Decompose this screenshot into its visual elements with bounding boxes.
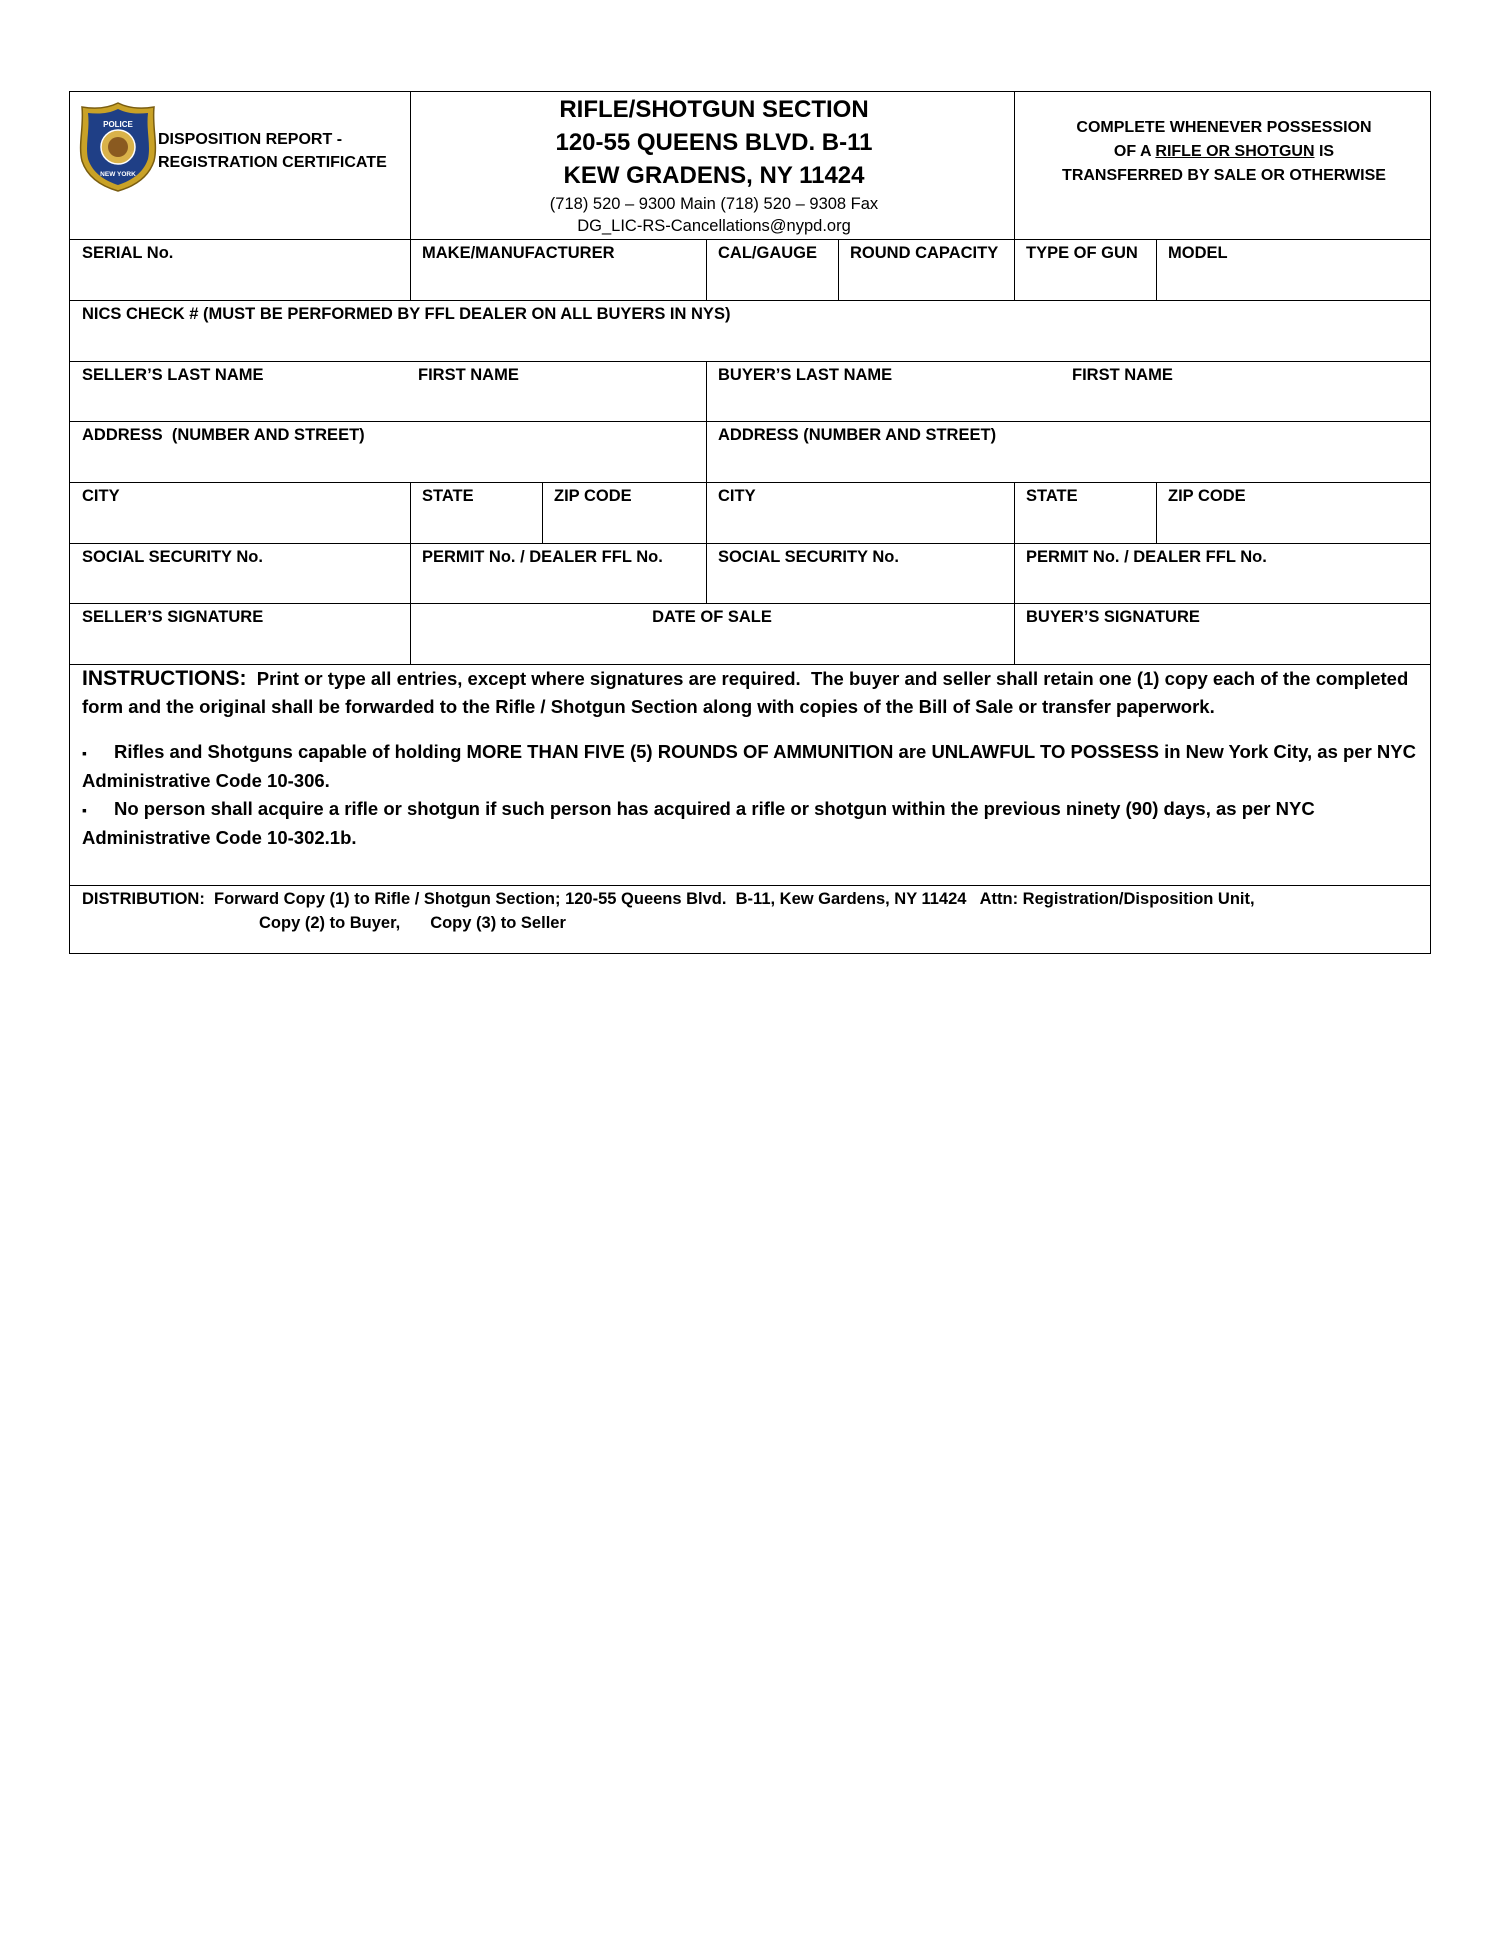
instructions-body: Print or type all entries, except where signatures are required. The buyer and seller shall retain one (1) copy each of the completed form and the original shall be forwarded to the Rifle / Shotgun Section along with copies of the Bill of Sale or transfer paperwork.	[82, 668, 1414, 717]
distribution-copy-buyer: Copy (2) to Buyer,	[259, 914, 401, 932]
form-title-line1: DISPOSITION REPORT -	[158, 131, 343, 148]
cal-gauge-field[interactable]: CAL/GAUGE	[718, 244, 817, 262]
round-capacity-field[interactable]: ROUND CAPACITY	[850, 244, 999, 262]
rule-v	[706, 543, 707, 603]
notice-line3: TRANSFERRED BY SALE OR OTHERWISE	[1062, 167, 1386, 184]
rule-v	[706, 361, 707, 482]
transfer-notice	[1016, 116, 1432, 188]
seller-last-name-field[interactable]: SELLER’S LAST NAME	[82, 366, 264, 384]
rule-instructions-bottom	[70, 885, 1430, 886]
bullet-2-text: No person shall acquire a rifle or shotgun if such person has acquired a rifle or shotgun within the previous ninety (90) days, as per NYC Administrative Code 10-302.1b.	[82, 798, 1315, 848]
make-manufacturer-field[interactable]: MAKE/MANUFACTURER	[422, 244, 615, 262]
buyer-permit-field[interactable]: PERMIT No. / DEALER FFL No.	[1026, 548, 1267, 566]
type-of-gun-field[interactable]: TYPE OF GUN	[1026, 244, 1138, 262]
rule-row1-bottom	[70, 300, 1430, 301]
rule-v-header-1	[410, 92, 411, 239]
date-of-sale-field[interactable]: DATE OF SALE	[652, 608, 772, 626]
seller-zip-field[interactable]: ZIP CODE	[554, 487, 632, 505]
rule-row4-bottom	[70, 482, 1430, 483]
seller-address-field[interactable]: ADDRESS (NUMBER AND STREET)	[82, 426, 365, 444]
buyer-signature-field[interactable]: BUYER’S SIGNATURE	[1026, 608, 1200, 626]
rule-row3-bottom	[70, 421, 1430, 422]
seller-state-field[interactable]: STATE	[422, 487, 474, 505]
distribution-line1: DISTRIBUTION: Forward Copy (1) to Rifle / Shotgun Section; 120-55 Queens Blvd. B-11, Kew Gardens, NY 11424 Attn: Registration/Disposition Unit,	[82, 890, 1255, 908]
rule-v	[1156, 482, 1157, 543]
rule-v	[706, 482, 707, 543]
notice-line2-underlined: RIFLE OR SHOTGUN	[1155, 143, 1315, 160]
distribution-copy-seller: Copy (3) to Seller	[430, 914, 566, 932]
section-name: RIFLE/SHOTGUN SECTION	[559, 96, 869, 123]
notice-line2-pre: OF A	[1113, 143, 1156, 160]
svg-text:NEW YORK: NEW YORK	[100, 171, 136, 178]
rule-v	[838, 239, 839, 300]
rule-row5-bottom	[70, 543, 1430, 544]
section-phone: (718) 520 – 9300 Main (718) 520 – 9308 Fax	[549, 195, 879, 213]
rule-v	[410, 482, 411, 543]
rule-v	[1014, 543, 1015, 603]
rule-v	[542, 482, 543, 543]
rule-row2-bottom	[70, 361, 1430, 362]
buyer-last-name-field[interactable]: BUYER’S LAST NAME	[718, 366, 893, 384]
buyer-ssn-field[interactable]: SOCIAL SECURITY No.	[718, 548, 899, 566]
instructions-paragraph	[82, 665, 1417, 721]
seller-city-field[interactable]: CITY	[82, 487, 120, 505]
seller-permit-field[interactable]: PERMIT No. / DEALER FFL No.	[422, 548, 663, 566]
rule-v	[410, 543, 411, 603]
buyer-zip-field[interactable]: ZIP CODE	[1168, 487, 1246, 505]
buyer-first-name-field[interactable]: FIRST NAME	[1072, 366, 1173, 384]
instructions-title: INSTRUCTIONS:	[82, 667, 247, 690]
seller-signature-field[interactable]: SELLER’S SIGNATURE	[82, 608, 264, 626]
rule-v	[1014, 482, 1015, 543]
model-field[interactable]: MODEL	[1168, 244, 1228, 262]
form-title-line2: REGISTRATION CERTIFICATE	[158, 154, 387, 171]
instructions-bullet-1	[82, 738, 1417, 795]
seller-first-name-field[interactable]: FIRST NAME	[418, 366, 519, 384]
instructions-bullet-2	[82, 795, 1417, 852]
notice-line2-post: IS	[1314, 143, 1335, 160]
buyer-state-field[interactable]: STATE	[1026, 487, 1078, 505]
rule-v	[1014, 603, 1015, 664]
instructions-block	[82, 665, 1417, 852]
bullet-1-text: Rifles and Shotguns capable of holding MORE THAN FIVE (5) ROUNDS OF AMMUNITION are UNLAWFUL TO POSSESS in New York City, as per NYC Administrative Code 10-306.	[82, 741, 1416, 791]
nics-check-field[interactable]: NICS CHECK # (MUST BE PERFORMED BY FFL DEALER ON ALL BUYERS IN NYS)	[82, 305, 731, 323]
distribution-copies	[259, 911, 566, 935]
buyer-address-field[interactable]: ADDRESS (NUMBER AND STREET)	[718, 426, 997, 444]
buyer-city-field[interactable]: CITY	[718, 487, 756, 505]
bullet-marker-1: ▪	[82, 745, 87, 761]
notice-line2	[1016, 140, 1432, 164]
police-badge-icon	[78, 101, 158, 193]
rule-v	[410, 239, 411, 300]
rule-v	[1156, 239, 1157, 300]
section-email: DG_LIC-RS-Cancellations@nypd.org	[577, 217, 851, 235]
rule-header-bottom	[70, 239, 1430, 240]
bullet-marker-2: ▪	[82, 802, 87, 818]
rule-v	[706, 239, 707, 300]
seller-ssn-field[interactable]: SOCIAL SECURITY No.	[82, 548, 263, 566]
serial-no-field[interactable]: SERIAL No.	[82, 244, 174, 262]
notice-line1: COMPLETE WHENEVER POSSESSION	[1076, 119, 1372, 136]
rule-v	[1014, 239, 1015, 300]
disposition-report-form	[69, 91, 1431, 954]
svg-text:POLICE: POLICE	[103, 120, 133, 129]
section-address-line2: KEW GRADENS, NY 11424	[563, 162, 865, 189]
form-title	[158, 128, 387, 174]
section-address-line1: 120-55 QUEENS BLVD. B-11	[555, 129, 873, 156]
rule-row6-bottom	[70, 603, 1430, 604]
